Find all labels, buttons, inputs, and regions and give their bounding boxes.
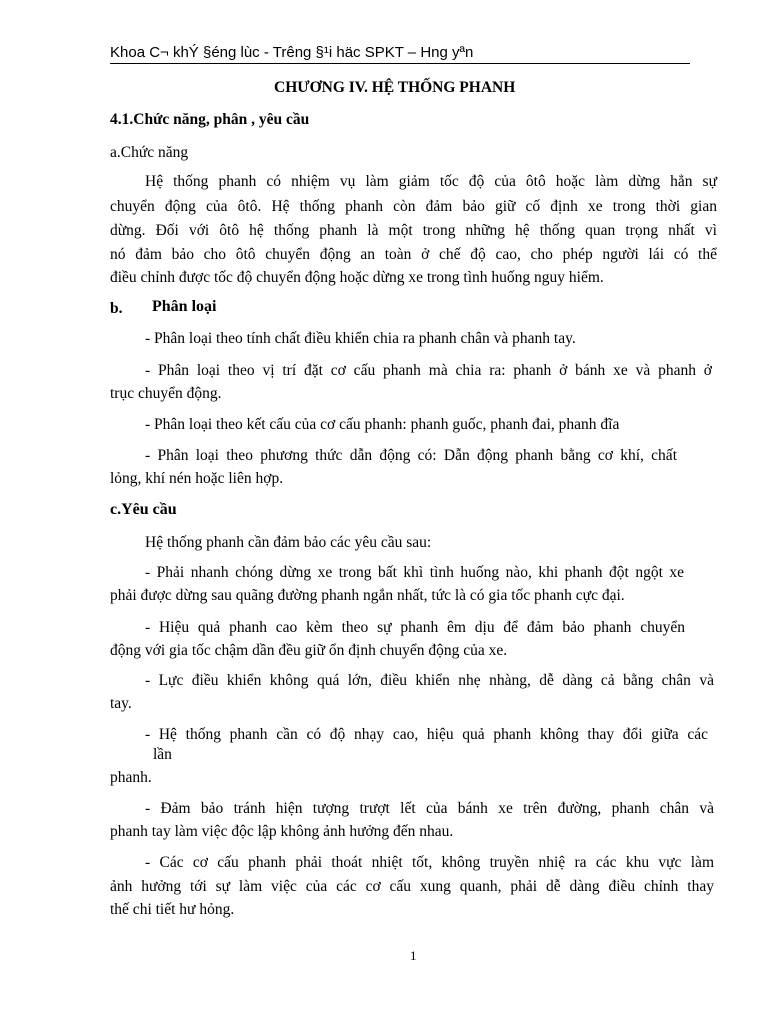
list-item: - Phân loại theo vị trí đặt cơ cấu phanh mà chia ra: phanh ở bánh xe và phanh ở [145,362,712,379]
list-item: lỏng, khí nén hoặc liên hợp. [110,470,284,487]
list-item: - Phân loại theo tính chất điều khiển chia ra phanh chân và phanh tay. [145,330,576,347]
list-item: - Đảm bảo tránh hiện tượng trượt lết của bánh xe trên đường, phanh chân và [145,800,714,817]
list-item: động với gia tốc chậm dần đều giữ ổn định chuyển động của xe. [110,642,508,659]
paragraph-line: nó đảm bảo cho ôtô chuyển động an toàn ở chế độ cao, cho phép người lái có thể [110,246,717,263]
paragraph-line: Hệ thống phanh cần đảm bảo các yêu cầu sau: [145,534,432,551]
list-item: - Hiệu quả phanh cao kèm theo sự phanh êm dịu để đảm bảo phanh chuyển [145,619,685,636]
subheading-b-title: Phân loại [152,298,217,315]
list-item: ảnh hưởng tới sự làm việc của các cơ cấu xung quanh, phải dễ dàng điều chỉnh thay [110,878,714,895]
subheading-a: a.Chức năng [110,144,189,161]
paragraph-line: điều chỉnh được tốc độ chuyển động hoặc dừng xe trong tình huống nguy hiểm. [110,269,604,286]
page-number: 1 [410,948,417,963]
list-item: tay. [110,695,132,712]
chapter-title: CHƯƠNG IV. HỆ THỐNG PHANH [274,79,516,96]
paragraph-line: dừng. Đối với ôtô hệ thống phanh là một trong những hệ thống quan trọng nhất vì [110,222,717,239]
list-item: - Hệ thống phanh cần có độ nhạy cao, hiệu quả phanh không thay đổi giữa các [145,726,708,743]
list-item: phanh. [110,769,152,786]
list-item: phanh tay làm việc độc lập không ảnh hưởng đến nhau. [110,823,454,840]
paragraph-line: Hệ thống phanh có nhiệm vụ làm giảm tốc độ của ôtô hoặc làm dừng hẳn sự [145,173,717,190]
subheading-b-label: b. [110,300,123,317]
list-item: - Phải nhanh chóng dừng xe trong bất khì tình huống nào, khi phanh đột ngột xe [145,564,684,581]
paragraph-line: chuyển động của ôtô. Hệ thống phanh còn đảm bảo giữ cố định xe trong thời gian [110,198,717,215]
list-item: phải được dừng sau quãng đường phanh ngắn nhất, tức là có gia tốc phanh cực đại. [110,587,625,604]
section-heading: 4.1.Chức năng, phân , yêu cầu [110,111,310,128]
list-item: - Phân loại theo kết cấu của cơ cấu phanh: phanh guốc, phanh đai, phanh đĩa [145,416,620,433]
list-item: lần [153,746,172,763]
list-item: - Lực điều khiển không quá lớn, điều khiển nhẹ nhàng, dễ dàng cả bằng chân và [145,672,714,689]
list-item: - Các cơ cấu phanh phải thoát nhiệt tốt, không truyền nhiệ ra các khu vực làm [145,854,714,871]
list-item: trục chuyển động. [110,385,222,402]
list-item: thế chi tiết hư hỏng. [110,901,235,918]
page-header: Khoa C¬ khÝ §éng lùc - Trêng §¹i häc SPKT – Hng yªn [110,44,690,64]
subheading-c: c.Yêu cầu [110,501,177,518]
list-item: - Phân loại theo phương thức dẫn động có: Dẫn động phanh bằng cơ khí, chất [145,447,677,464]
